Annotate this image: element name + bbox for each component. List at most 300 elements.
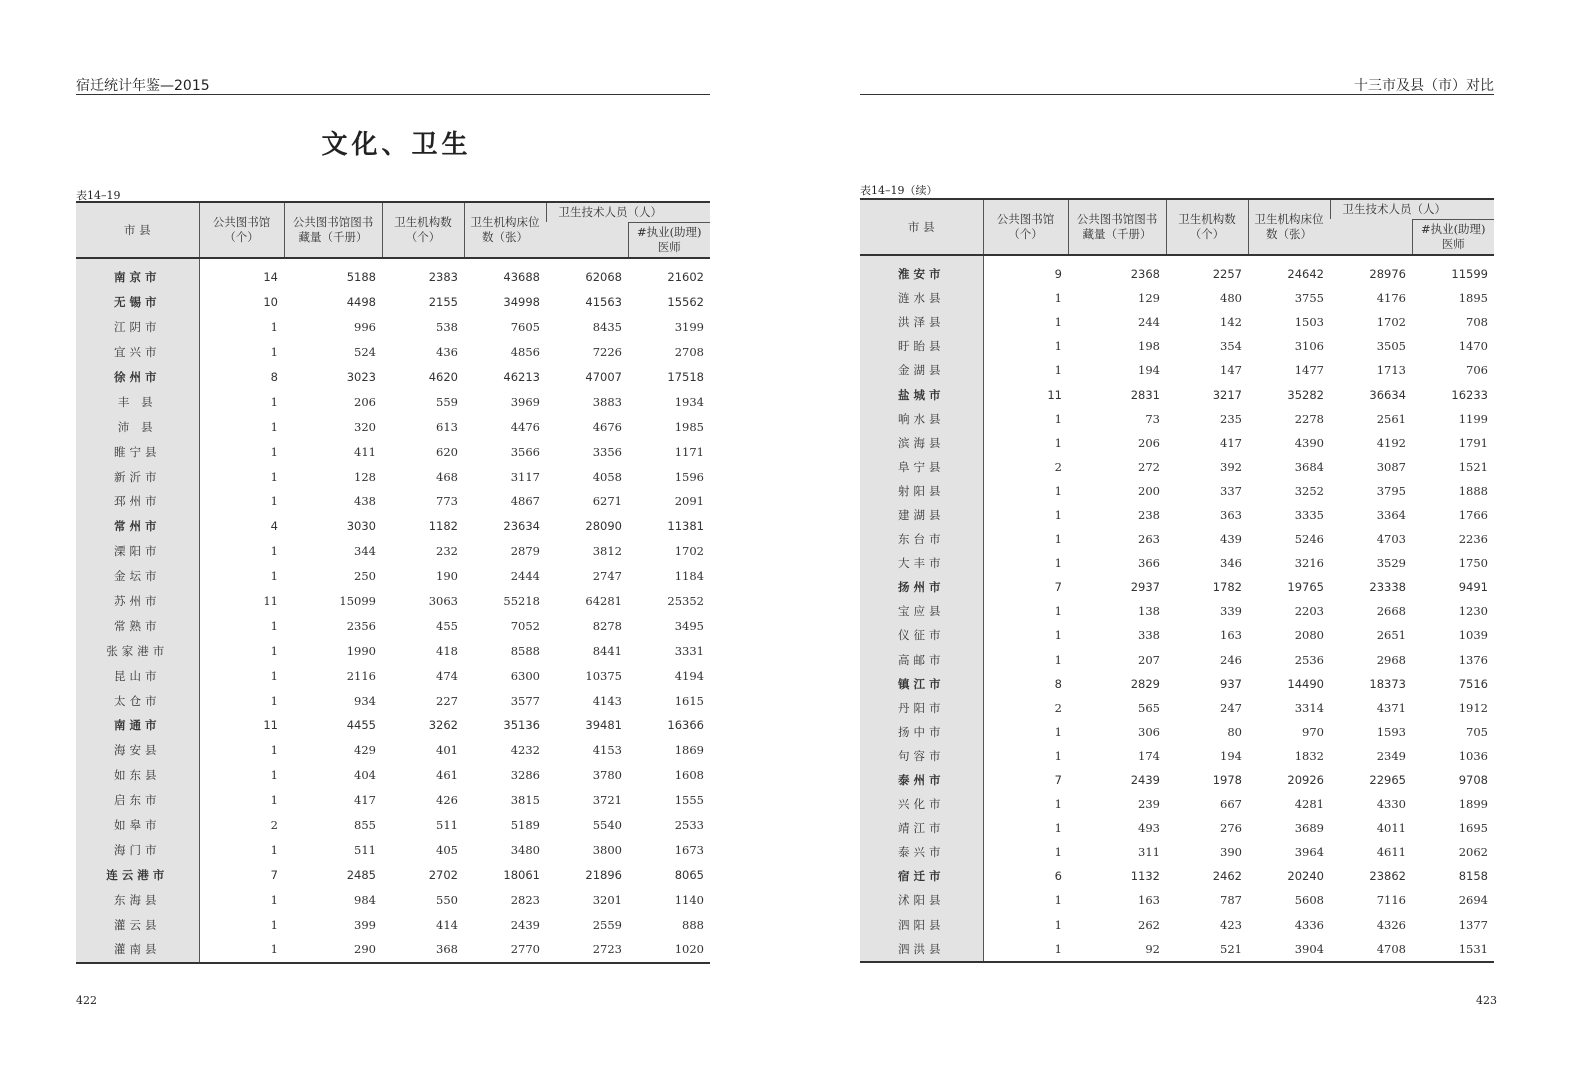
value-cell: 620 bbox=[436, 444, 458, 459]
value-cell: 787 bbox=[1220, 893, 1242, 908]
value-cell: 511 bbox=[436, 818, 458, 833]
value-cell: 2829 bbox=[1130, 676, 1160, 691]
value-cell: 2723 bbox=[592, 942, 622, 957]
value-cell: 80 bbox=[1227, 724, 1242, 739]
value-cell: 142 bbox=[1220, 315, 1242, 330]
table-row bbox=[76, 813, 710, 838]
table-row bbox=[860, 551, 1494, 575]
value-cell: 28976 bbox=[1369, 267, 1406, 282]
value-cell: 5246 bbox=[1294, 532, 1324, 547]
city-name-cell: 洪泽县 bbox=[860, 310, 983, 334]
col-header-doctors: #执业(助理)医师 bbox=[1412, 219, 1494, 255]
city-name-cell: 滨海县 bbox=[860, 431, 983, 455]
table-row bbox=[76, 713, 710, 738]
value-cell: 34998 bbox=[503, 295, 540, 310]
value-cell: 11599 bbox=[1451, 267, 1488, 282]
value-cell: 200 bbox=[1138, 483, 1160, 498]
value-cell: 11381 bbox=[667, 519, 704, 534]
value-cell: 984 bbox=[354, 892, 376, 907]
city-name-cell: 泗洪县 bbox=[860, 937, 983, 962]
value-cell: 14 bbox=[263, 270, 278, 285]
city-name-cell: 苏州市 bbox=[76, 589, 199, 614]
value-cell: 3904 bbox=[1294, 941, 1324, 956]
right-page bbox=[793, 0, 1586, 1077]
value-cell: 399 bbox=[354, 917, 376, 932]
value-cell: 21896 bbox=[585, 867, 622, 882]
value-cell: 1978 bbox=[1212, 773, 1242, 788]
value-cell: 4232 bbox=[510, 743, 540, 758]
value-cell: 3217 bbox=[1212, 387, 1242, 402]
value-cell: 3689 bbox=[1294, 821, 1324, 836]
value-cell: 417 bbox=[354, 793, 376, 808]
value-cell: 1912 bbox=[1458, 700, 1488, 715]
value-cell: 1615 bbox=[674, 693, 704, 708]
value-cell: 244 bbox=[1138, 315, 1160, 330]
value-cell: 338 bbox=[1138, 628, 1160, 643]
table-row bbox=[76, 489, 710, 514]
value-cell: 3577 bbox=[510, 693, 540, 708]
value-cell: 16233 bbox=[1451, 387, 1488, 402]
col-header-technicians: 卫生技术人员（人） bbox=[1330, 199, 1494, 219]
city-name-cell: 邳州市 bbox=[76, 489, 199, 514]
col-header-institutions: 卫生机构数（个） bbox=[1166, 199, 1248, 255]
value-cell: 4708 bbox=[1376, 941, 1406, 956]
value-cell: 2278 bbox=[1294, 411, 1324, 426]
col-header-collections: 公共图书馆图书藏量（千册） bbox=[284, 202, 382, 258]
value-cell: 3356 bbox=[592, 444, 622, 459]
col-header-libraries: 公共图书馆（个） bbox=[199, 202, 284, 258]
value-cell: 6271 bbox=[592, 494, 622, 509]
value-cell: 1140 bbox=[674, 892, 704, 907]
value-cell: 147 bbox=[1220, 363, 1242, 378]
value-cell: 363 bbox=[1220, 507, 1242, 522]
value-cell: 206 bbox=[1138, 435, 1160, 450]
value-cell: 2368 bbox=[1130, 267, 1160, 282]
value-cell: 337 bbox=[1220, 483, 1242, 498]
col-header-collections: 公共图书馆图书藏量（千册） bbox=[1068, 199, 1166, 255]
value-cell: 480 bbox=[1220, 291, 1242, 306]
value-cell: 8441 bbox=[592, 643, 622, 658]
city-name-cell: 常州市 bbox=[76, 514, 199, 539]
value-cell: 4192 bbox=[1376, 435, 1406, 450]
value-cell: 2203 bbox=[1294, 604, 1324, 619]
value-cell: 1132 bbox=[1130, 869, 1160, 884]
value-cell: 11 bbox=[263, 594, 278, 609]
value-cell: 2702 bbox=[428, 867, 458, 882]
value-cell: 1039 bbox=[1458, 628, 1488, 643]
table-row bbox=[76, 439, 710, 464]
value-cell: 3199 bbox=[674, 320, 704, 335]
value-cell: 1376 bbox=[1458, 652, 1488, 667]
value-cell: 2444 bbox=[510, 569, 540, 584]
col-header-libraries: 公共图书馆（个） bbox=[983, 199, 1068, 255]
table-row bbox=[860, 455, 1494, 479]
value-cell: 19765 bbox=[1287, 580, 1324, 595]
value-cell: 417 bbox=[1220, 435, 1242, 450]
city-name-cell: 新沂市 bbox=[76, 464, 199, 489]
value-cell: 28090 bbox=[585, 519, 622, 534]
city-name-cell: 南京市 bbox=[76, 258, 199, 290]
value-cell: 239 bbox=[1138, 797, 1160, 812]
value-cell: 1 bbox=[1054, 556, 1062, 571]
value-cell: 354 bbox=[1220, 339, 1242, 354]
value-cell: 235 bbox=[1220, 411, 1242, 426]
value-cell: 1 bbox=[270, 643, 278, 658]
value-cell: 4371 bbox=[1376, 700, 1406, 715]
city-name-cell: 灌云县 bbox=[76, 912, 199, 937]
value-cell: 2708 bbox=[674, 345, 704, 360]
table-row bbox=[860, 599, 1494, 623]
table-row bbox=[860, 431, 1494, 455]
value-cell: 4390 bbox=[1294, 435, 1324, 450]
value-cell: 207 bbox=[1138, 652, 1160, 667]
value-cell: 9 bbox=[1054, 267, 1062, 282]
value-cell: 1 bbox=[270, 419, 278, 434]
value-cell: 1782 bbox=[1212, 580, 1242, 595]
value-cell: 4330 bbox=[1376, 797, 1406, 812]
value-cell: 3755 bbox=[1294, 291, 1324, 306]
value-cell: 3780 bbox=[592, 768, 622, 783]
value-cell: 426 bbox=[436, 793, 458, 808]
city-name-cell: 昆山市 bbox=[76, 663, 199, 688]
value-cell: 39481 bbox=[585, 718, 622, 733]
value-cell: 3815 bbox=[510, 793, 540, 808]
value-cell: 3201 bbox=[592, 892, 622, 907]
city-name-cell: 海门市 bbox=[76, 837, 199, 862]
value-cell: 2668 bbox=[1376, 604, 1406, 619]
value-cell: 3495 bbox=[674, 618, 704, 633]
value-cell: 934 bbox=[354, 693, 376, 708]
value-cell: 455 bbox=[436, 618, 458, 633]
table-row bbox=[860, 744, 1494, 768]
city-name-cell: 盱眙县 bbox=[860, 334, 983, 358]
value-cell: 3964 bbox=[1294, 845, 1324, 860]
table-label: 表14–19（续） bbox=[860, 184, 938, 197]
value-cell: 3529 bbox=[1376, 556, 1406, 571]
value-cell: 290 bbox=[354, 942, 376, 957]
value-cell: 1990 bbox=[346, 643, 376, 658]
value-cell: 1766 bbox=[1458, 507, 1488, 522]
value-cell: 8278 bbox=[592, 618, 622, 633]
value-cell: 429 bbox=[354, 743, 376, 758]
value-cell: 1 bbox=[270, 743, 278, 758]
value-cell: 3286 bbox=[510, 768, 540, 783]
table-row bbox=[76, 688, 710, 713]
value-cell: 1 bbox=[270, 494, 278, 509]
table-row bbox=[860, 648, 1494, 672]
value-cell: 4455 bbox=[346, 718, 376, 733]
table-row bbox=[76, 788, 710, 813]
table-label: 表14–19 bbox=[76, 189, 121, 202]
table-row bbox=[860, 382, 1494, 406]
value-cell: 21602 bbox=[667, 270, 704, 285]
value-cell: 559 bbox=[436, 394, 458, 409]
value-cell: 3969 bbox=[510, 394, 540, 409]
value-cell: 2349 bbox=[1376, 748, 1406, 763]
value-cell: 47007 bbox=[585, 370, 622, 384]
value-cell: 1985 bbox=[674, 419, 704, 434]
value-cell: 2 bbox=[270, 818, 278, 833]
value-cell: 706 bbox=[1466, 363, 1488, 378]
value-cell: 1888 bbox=[1458, 483, 1488, 498]
value-cell: 1470 bbox=[1458, 339, 1488, 354]
value-cell: 2 bbox=[1054, 700, 1062, 715]
value-cell: 3795 bbox=[1376, 483, 1406, 498]
value-cell: 1 bbox=[1054, 724, 1062, 739]
value-cell: 613 bbox=[436, 419, 458, 434]
value-cell: 1 bbox=[1054, 941, 1062, 956]
table-row bbox=[860, 479, 1494, 503]
value-cell: 194 bbox=[1138, 363, 1160, 378]
value-cell: 3106 bbox=[1294, 339, 1324, 354]
value-cell: 3480 bbox=[510, 842, 540, 857]
table-row bbox=[76, 738, 710, 763]
value-cell: 1 bbox=[1054, 628, 1062, 643]
value-cell: 7116 bbox=[1376, 893, 1406, 908]
value-cell: 4143 bbox=[592, 693, 622, 708]
value-cell: 1695 bbox=[1458, 821, 1488, 836]
value-cell: 3314 bbox=[1294, 700, 1324, 715]
value-cell: 1 bbox=[270, 394, 278, 409]
value-cell: 1 bbox=[1054, 291, 1062, 306]
value-cell: 1 bbox=[1054, 411, 1062, 426]
value-cell: 10375 bbox=[585, 668, 622, 683]
value-cell: 438 bbox=[354, 494, 376, 509]
value-cell: 411 bbox=[354, 444, 376, 459]
value-cell: 538 bbox=[436, 320, 458, 335]
city-name-cell: 太仓市 bbox=[76, 688, 199, 713]
value-cell: 2747 bbox=[592, 569, 622, 584]
value-cell: 18373 bbox=[1369, 676, 1406, 691]
value-cell: 3252 bbox=[1294, 483, 1324, 498]
value-cell: 174 bbox=[1138, 748, 1160, 763]
value-cell: 11 bbox=[263, 718, 278, 733]
city-name-cell: 涟水县 bbox=[860, 286, 983, 310]
city-name-cell: 句容市 bbox=[860, 744, 983, 768]
value-cell: 4620 bbox=[428, 370, 458, 384]
value-cell: 1673 bbox=[674, 842, 704, 857]
city-name-cell: 仪征市 bbox=[860, 623, 983, 647]
value-cell: 7226 bbox=[592, 345, 622, 360]
value-cell: 705 bbox=[1466, 724, 1488, 739]
value-cell: 129 bbox=[1138, 291, 1160, 306]
value-cell: 1 bbox=[1054, 748, 1062, 763]
table-row bbox=[860, 503, 1494, 527]
value-cell: 1593 bbox=[1376, 724, 1406, 739]
value-cell: 5189 bbox=[510, 818, 540, 833]
value-cell: 15099 bbox=[339, 594, 376, 609]
value-cell: 23862 bbox=[1369, 869, 1406, 884]
value-cell: 9491 bbox=[1458, 580, 1488, 595]
city-name-cell: 扬州市 bbox=[860, 575, 983, 599]
table-row bbox=[860, 623, 1494, 647]
table-row bbox=[860, 720, 1494, 744]
value-cell: 4703 bbox=[1376, 532, 1406, 547]
city-name-cell: 丹阳市 bbox=[860, 696, 983, 720]
value-cell: 2257 bbox=[1212, 267, 1242, 282]
value-cell: 1 bbox=[270, 469, 278, 484]
value-cell: 3262 bbox=[428, 718, 458, 733]
table-row bbox=[76, 414, 710, 439]
value-cell: 1 bbox=[270, 917, 278, 932]
value-cell: 708 bbox=[1466, 315, 1488, 330]
table-row bbox=[860, 286, 1494, 310]
value-cell: 5188 bbox=[346, 270, 376, 285]
value-cell: 3883 bbox=[592, 394, 622, 409]
value-cell: 276 bbox=[1220, 821, 1242, 836]
city-name-cell: 泰州市 bbox=[860, 768, 983, 792]
table-row bbox=[860, 864, 1494, 888]
table-row bbox=[860, 816, 1494, 840]
section-title-text: 文化、卫生 bbox=[321, 130, 472, 160]
value-cell: 855 bbox=[354, 818, 376, 833]
value-cell: 2536 bbox=[1294, 652, 1324, 667]
value-cell: 23634 bbox=[503, 519, 540, 534]
table-row bbox=[860, 840, 1494, 864]
value-cell: 3117 bbox=[510, 469, 540, 484]
city-name-cell: 高邮市 bbox=[860, 648, 983, 672]
section-title bbox=[0, 124, 793, 161]
value-cell: 1 bbox=[1054, 483, 1062, 498]
city-name-cell: 泗阳县 bbox=[860, 913, 983, 937]
table-row bbox=[76, 258, 710, 290]
table-body-right bbox=[860, 255, 1494, 962]
value-cell: 1020 bbox=[674, 942, 704, 957]
city-name-cell: 东台市 bbox=[860, 527, 983, 551]
value-cell: 996 bbox=[354, 320, 376, 335]
value-cell: 521 bbox=[1220, 941, 1242, 956]
value-cell: 1895 bbox=[1458, 291, 1488, 306]
city-name-cell: 睢宁县 bbox=[76, 439, 199, 464]
value-cell: 4676 bbox=[592, 419, 622, 434]
value-cell: 4476 bbox=[510, 419, 540, 434]
value-cell: 4194 bbox=[674, 668, 704, 683]
value-cell: 414 bbox=[436, 917, 458, 932]
left-page bbox=[0, 0, 793, 1077]
table-row bbox=[860, 792, 1494, 816]
value-cell: 888 bbox=[682, 917, 704, 932]
city-name-cell: 建湖县 bbox=[860, 503, 983, 527]
value-cell: 1521 bbox=[1458, 459, 1488, 474]
value-cell: 92 bbox=[1145, 941, 1160, 956]
value-cell: 1608 bbox=[674, 768, 704, 783]
value-cell: 565 bbox=[1138, 700, 1160, 715]
value-cell: 339 bbox=[1220, 604, 1242, 619]
value-cell: 4281 bbox=[1294, 797, 1324, 812]
value-cell: 17518 bbox=[667, 370, 704, 384]
col-header-beds: 卫生机构床位数（张） bbox=[1248, 199, 1330, 255]
value-cell: 10 bbox=[263, 295, 278, 310]
value-cell: 468 bbox=[436, 469, 458, 484]
value-cell: 2823 bbox=[510, 892, 540, 907]
value-cell: 24642 bbox=[1287, 267, 1324, 282]
value-cell: 4058 bbox=[592, 469, 622, 484]
value-cell: 7 bbox=[270, 867, 278, 882]
value-cell: 4611 bbox=[1376, 845, 1406, 860]
table-row bbox=[76, 763, 710, 788]
value-cell: 232 bbox=[436, 544, 458, 559]
value-cell: 3566 bbox=[510, 444, 540, 459]
value-cell: 250 bbox=[354, 569, 376, 584]
value-cell: 1934 bbox=[674, 394, 704, 409]
value-cell: 1832 bbox=[1294, 748, 1324, 763]
value-cell: 1 bbox=[1054, 339, 1062, 354]
table-row bbox=[860, 358, 1494, 382]
value-cell: 3063 bbox=[428, 594, 458, 609]
value-cell: 1377 bbox=[1458, 917, 1488, 932]
value-cell: 1 bbox=[1054, 797, 1062, 812]
table-row bbox=[860, 937, 1494, 962]
city-name-cell: 启东市 bbox=[76, 788, 199, 813]
city-name-cell: 泰兴市 bbox=[860, 840, 983, 864]
value-cell: 20240 bbox=[1287, 869, 1324, 884]
value-cell: 970 bbox=[1302, 724, 1324, 739]
city-name-cell: 海安县 bbox=[76, 738, 199, 763]
table-row bbox=[76, 887, 710, 912]
value-cell: 1199 bbox=[1458, 411, 1488, 426]
value-cell: 1 bbox=[1054, 315, 1062, 330]
value-cell: 5608 bbox=[1294, 893, 1324, 908]
city-name-cell: 大丰市 bbox=[860, 551, 983, 575]
value-cell: 1171 bbox=[674, 444, 704, 459]
table-row bbox=[76, 613, 710, 638]
value-cell: 7605 bbox=[510, 320, 540, 335]
value-cell: 3684 bbox=[1294, 459, 1324, 474]
running-head: 十三市及县（市）对比 bbox=[860, 75, 1494, 95]
value-cell: 20926 bbox=[1287, 773, 1324, 788]
value-cell: 194 bbox=[1220, 748, 1242, 763]
value-cell: 4856 bbox=[510, 345, 540, 360]
value-cell: 272 bbox=[1138, 459, 1160, 474]
value-cell: 2155 bbox=[428, 295, 458, 310]
value-cell: 524 bbox=[354, 345, 376, 360]
value-cell: 73 bbox=[1145, 411, 1160, 426]
col-header-city: 市 县 bbox=[860, 199, 983, 255]
value-cell: 1 bbox=[270, 668, 278, 683]
value-cell: 8435 bbox=[592, 320, 622, 335]
table-row bbox=[860, 888, 1494, 912]
value-cell: 55218 bbox=[503, 594, 540, 609]
value-cell: 7 bbox=[1054, 580, 1062, 595]
city-name-cell: 金坛市 bbox=[76, 564, 199, 589]
table-row bbox=[76, 315, 710, 340]
value-cell: 1 bbox=[1054, 532, 1062, 547]
value-cell: 1 bbox=[270, 345, 278, 360]
value-cell: 2080 bbox=[1294, 628, 1324, 643]
city-name-cell: 溧阳市 bbox=[76, 539, 199, 564]
value-cell: 238 bbox=[1138, 507, 1160, 522]
table-row bbox=[76, 937, 710, 963]
city-name-cell: 无锡市 bbox=[76, 290, 199, 315]
value-cell: 3335 bbox=[1294, 507, 1324, 522]
value-cell: 2236 bbox=[1458, 532, 1488, 547]
city-name-cell: 淮安市 bbox=[860, 255, 983, 286]
city-name-cell: 张家港市 bbox=[76, 638, 199, 663]
value-cell: 1899 bbox=[1458, 797, 1488, 812]
table-row bbox=[76, 464, 710, 489]
city-name-cell: 如皋市 bbox=[76, 813, 199, 838]
col-header-city: 市 县 bbox=[76, 202, 199, 258]
city-name-cell: 扬中市 bbox=[860, 720, 983, 744]
value-cell: 1750 bbox=[1458, 556, 1488, 571]
value-cell: 667 bbox=[1220, 797, 1242, 812]
table-row bbox=[76, 514, 710, 539]
value-cell: 401 bbox=[436, 743, 458, 758]
value-cell: 8 bbox=[1054, 676, 1062, 691]
value-cell: 1036 bbox=[1458, 748, 1488, 763]
value-cell: 439 bbox=[1220, 532, 1242, 547]
value-cell: 320 bbox=[354, 419, 376, 434]
